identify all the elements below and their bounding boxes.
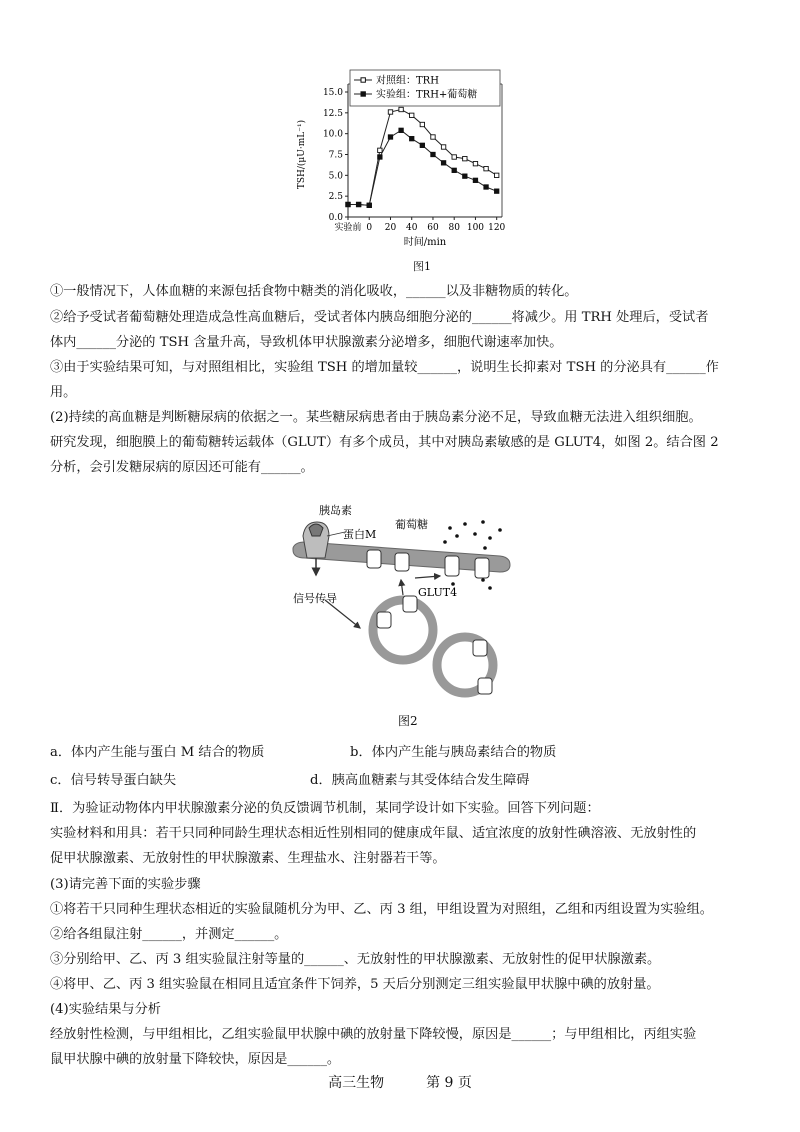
series-2-point (484, 185, 488, 189)
chart-legend (350, 70, 500, 106)
question-1-item-2-line-2: 体内______分泌的 TSH 含量升高，导致机体甲状腺激素分泌增多，细胞代谢速率加快。 (50, 335, 563, 350)
legend-marker-2 (361, 92, 365, 96)
option-c: c．信号转导蛋白缺失 (50, 773, 177, 788)
option-b: b．体内产生能与胰岛素结合的物质 (350, 745, 557, 760)
series-1-point (494, 173, 498, 177)
x-tick-label: 120 (488, 223, 506, 233)
glucose-label: 葡萄糖 (395, 518, 428, 531)
series-2-point (410, 136, 414, 140)
series-2-point (452, 168, 456, 172)
page-footer: 高三生物 第 9 页 (328, 1075, 472, 1091)
series-1-point (378, 148, 382, 152)
series-2-point (346, 202, 350, 206)
figure-1-caption: 图1 (413, 260, 431, 273)
series-1-point (484, 166, 488, 170)
series-line-2 (348, 130, 497, 205)
x-tick-label: 80 (448, 223, 460, 233)
question-3-step-2: ②给各组鼠注射______，并测定______。 (50, 927, 288, 942)
question-4-line-2: 鼠甲状腺中碘的放射量下降较快，原因是______。 (50, 1052, 341, 1067)
legend-marker-1 (361, 78, 365, 82)
question-4-heading: (4)实验结果与分析 (50, 1002, 161, 1017)
figure-1-chart (290, 62, 530, 252)
question-1-item-3-line-1: ③由于实验结果可知，与对照组相比，实验组 TSH 的增加量较______，说明生长抑素对 TSH 的分泌具有______作 (50, 360, 719, 375)
series-2-point (463, 174, 467, 178)
series-1-point (399, 107, 403, 111)
y-tick-label: 7.5 (328, 150, 343, 161)
y-tick-label: 2.5 (328, 192, 343, 203)
option-d: d．胰高血糖素与其受体结合发生障碍 (310, 773, 530, 788)
question-2-line-3: 分析，会引发糖尿病的原因还可能有______。 (50, 460, 314, 475)
x-tick-label: 40 (405, 223, 418, 233)
question-1-item-1: ①一般情况下，人体血糖的来源包括食物中糖类的消化吸收，______以及非糖物质的转化。 (50, 284, 578, 299)
series-1-point (431, 135, 435, 139)
y-tick-label: 5.0 (328, 171, 343, 182)
x-tick-label: 实验前 (334, 223, 362, 233)
question-4-line-1: 经放射性检测，与甲组相比，乙组实验鼠甲状腺中碘的放射量下降较慢，原因是______；与甲组相比，丙组实验 (50, 1027, 697, 1042)
series-2-point (367, 203, 371, 207)
series-1-point (388, 110, 392, 114)
series-1-point (441, 145, 445, 149)
series-2-point (431, 152, 435, 156)
x-tick-label: 0 (366, 223, 373, 233)
part-2-intro: Ⅱ．为验证动物体内甲状腺激素分泌的负反馈调节机制，某同学设计如下实验。回答下列问题： (50, 801, 600, 816)
question-1-item-2-line-1: ②给予受试者葡萄糖处理造成急性高血糖后，受试者体内胰岛细胞分泌的______将减少。用 TRH 处理后，受试者 (50, 310, 709, 325)
question-3-step-1: ①将若干只同种生理状态相近的实验鼠随机分为甲、乙、丙 3 组，甲组设置为对照组，乙组和丙组设置为实验组。 (50, 902, 713, 917)
x-tick-label: 100 (466, 223, 485, 233)
y-axis-label: TSH/(μU·mL⁻¹) (297, 119, 307, 190)
series-2-point (399, 128, 403, 132)
series-1-point (420, 122, 424, 126)
series-2-point (378, 155, 382, 159)
glut4-label: GLUT4 (418, 586, 458, 599)
option-a: a．体内产生能与蛋白 M 结合的物质 (50, 745, 265, 760)
series-2-point (388, 135, 392, 139)
part-2-materials-line-2: 促甲状腺激素、无放射性的甲状腺激素、生理盐水、注射器若干等。 (50, 851, 446, 866)
series-1-point (473, 161, 477, 165)
series-2-point (494, 189, 498, 193)
signal-transduction-label: 信号传导 (293, 592, 337, 605)
x-axis-label: 时间/min (403, 237, 447, 248)
legend-label-2: 实验组：TRH+葡萄糖 (376, 89, 478, 101)
question-2-line-2: 研究发现，细胞膜上的葡萄糖转运载体（GLUT）有多个成员，其中对胰岛素敏感的是 GLUT4，如图 2。结合图 2 (50, 435, 719, 450)
x-tick-label: 20 (384, 223, 397, 233)
question-3-heading: (3)请完善下面的实验步骤 (50, 877, 201, 892)
question-1-item-3-line-2: 用。 (50, 385, 77, 400)
glut4-vesicle-2 (437, 637, 493, 694)
series-2-point (441, 161, 445, 165)
y-tick-label: 12.5 (322, 108, 343, 119)
y-tick-label: 0.0 (328, 213, 343, 223)
series-1-point (452, 155, 456, 159)
series-1-point (463, 156, 467, 160)
y-tick-label: 15.0 (322, 88, 343, 98)
series-2-point (356, 202, 360, 206)
question-3-step-4: ④将甲、乙、丙 3 组实验鼠在相同且适宜条件下饲养，5 天后分别测定三组实验鼠甲状腺中碘的放射量。 (50, 977, 660, 992)
legend-label-1: 对照组：TRH (376, 75, 439, 87)
question-3-step-3: ③分别给甲、乙、丙 3 组实验鼠注射等量的______、无放射性的甲状腺激素、无放射性的促甲状腺激素。 (50, 952, 661, 967)
part-2-materials-line-1: 实验材料和用具：若干只同种同龄生理状态相近性别相同的健康成年鼠、适宜浓度的放射性碘溶液、无放射性的 (50, 826, 697, 841)
series-2-point (473, 178, 477, 182)
figure-2-caption: 图2 (398, 714, 418, 728)
protein-m-receptor (303, 522, 329, 575)
insulin-label: 胰岛素 (319, 504, 352, 517)
chart-series-group (346, 107, 499, 207)
series-1-point (410, 113, 414, 117)
x-tick-label: 60 (427, 223, 439, 233)
question-2-line-1: (2)持续的高血糖是判断糖尿病的依据之一。某些糖尿病患者由于胰岛素分泌不足，导致血糖无法进入组织细胞。 (50, 410, 702, 425)
figure-2-diagram (285, 500, 515, 705)
protein-m-label: 蛋白M (343, 528, 377, 541)
y-tick-label: 10.0 (322, 129, 343, 140)
series-2-point (420, 143, 424, 147)
